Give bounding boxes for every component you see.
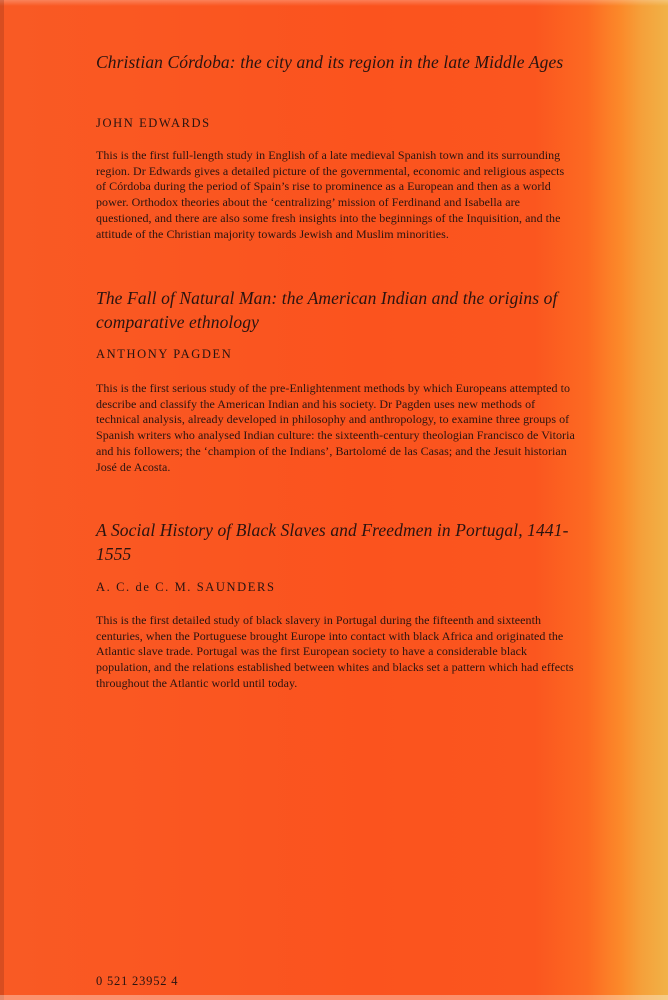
book-author: ANTHONY PAGDEN	[96, 347, 233, 361]
book-title: A Social History of Black Slaves and Freedmen in Portugal, 1441-1555	[96, 520, 569, 564]
book-description: This is the first detailed study of black slavery in Portugal during the fifteenth and sixteenth centuries, when the Portuguese brought Europe into contact with black Africa and originated the Atlantic slave trade. Portugal was the first European society to have a considerable black population, and the relations established between whites and blacks set a pattern which had effects throughout the Atlantic world until today.	[96, 613, 574, 690]
book-author: JOHN EDWARDS	[96, 116, 211, 130]
isbn-number: 0 521 23952 4	[96, 974, 179, 988]
book-title: Christian Córdoba: the city and its region in the late Middle Ages	[96, 52, 564, 72]
book-description: This is the first serious study of the pre-Enlightenment methods by which Europeans attempted to describe and classify the American Indian and his society. Dr Pagden uses new methods of technical analysis, already developed in philosophy and anthropology, to examine three groups of Spanish writers who analysed Indian culture: the sixteenth-century theologian Francisco de Vitoria and his followers; the ‘champion of the Indians’, Bartolomé de las Casas; and the Jesuit historian José de Acosta.	[96, 381, 575, 474]
book-title: The Fall of Natural Man: the American Indian and the origins of comparative ethnology	[96, 288, 558, 332]
book-description: This is the first full-length study in English of a late medieval Spanish town and its surrounding region. Dr Edwards gives a detailed picture of the governmental, economic and religious aspects of Córdoba during the period of Spain’s rise to prominence as a European and then as a world power. Orthodox theories about the ‘centralizing’ mission of Ferdinand and Isabella are questioned, and there are also some fresh insights into the beginnings of the Inquisition, and the attitude of the Christian majority towards Jewish and Muslim minorities.	[96, 148, 565, 241]
book-author: A. C. de C. M. SAUNDERS	[96, 580, 276, 594]
